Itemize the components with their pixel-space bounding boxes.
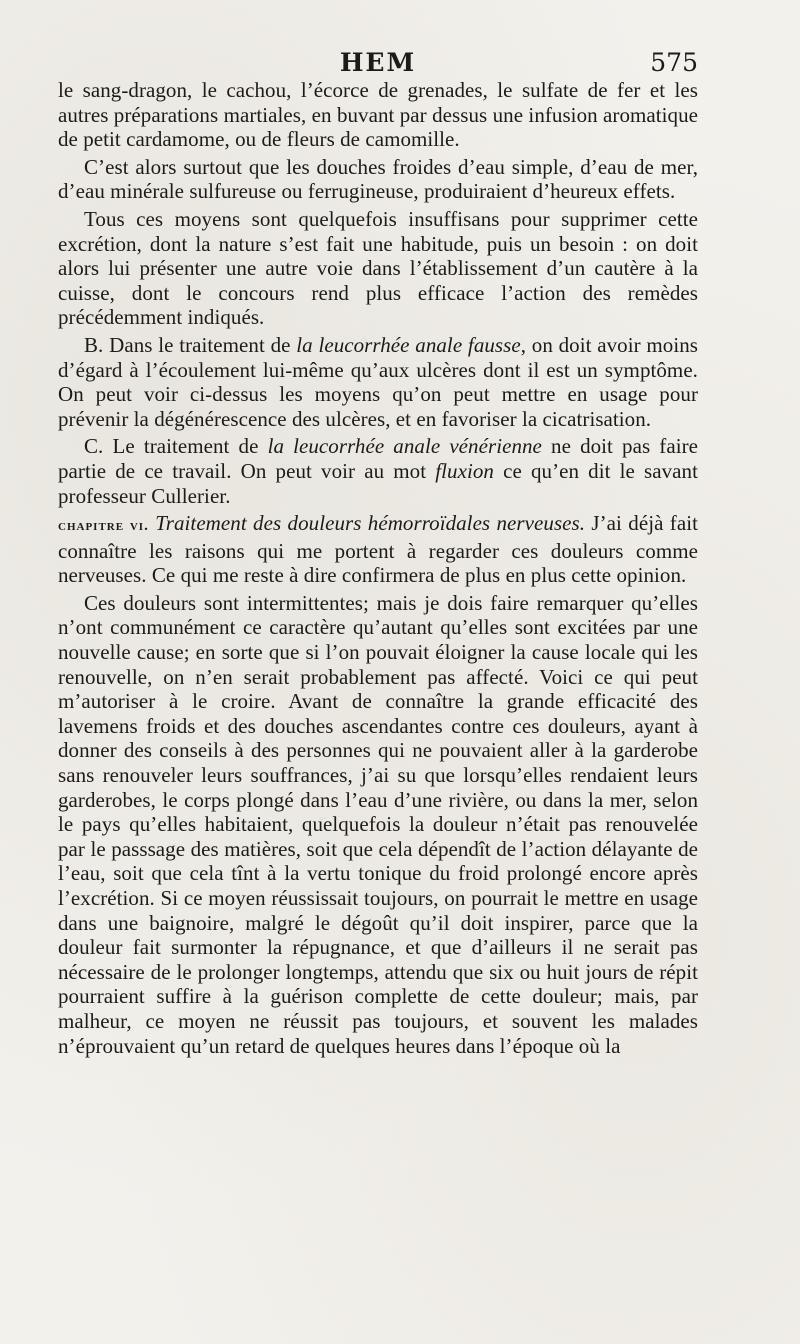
page-header	[58, 44, 698, 78]
paragraph-c	[58, 434, 698, 508]
paragraph-c-term-2: fluxion	[435, 458, 494, 483]
paragraph-b-rest: , on doit avoir moins d’égard à l’écoulement lui-même qu’aux ulcères dont il est un symptôme. On peut voir ci-dessus les moyens qu’on peut mettre en usage pour prévenir la dégénérescence des ulcères, et en favoriser la cicatrisation.	[58, 332, 698, 431]
page-number: 575	[650, 48, 698, 77]
chapter-title: Traitement des douleurs hémorroïdales nerveuses.	[155, 511, 586, 536]
paragraph-b-term: la leucorrhée anale fausse	[296, 332, 521, 357]
chapter-label: chapitre vi.	[58, 518, 149, 535]
paragraph-c-term: la leucorrhée anale vénérienne	[267, 434, 542, 459]
running-head: HEM	[339, 48, 417, 77]
paragraph-b	[58, 333, 698, 431]
book-page	[58, 44, 698, 1294]
paragraph-2: C’est alors surtout que les douches froides d’eau simple, d’eau de mer, d’eau minérale sulfureuse ou ferrugineuse, produiraient d’heureux effets.	[58, 154, 698, 204]
paragraph-c-rest: ce qu’en dit le savant professeur Cullerier.	[58, 458, 698, 508]
paragraph-c-lead: C. Le traitement de	[84, 434, 268, 459]
body-text	[58, 78, 698, 1058]
paragraph-3: Tous ces moyens sont quelquefois insuffisans pour supprimer cette excrétion, dont la nature s’est fait une habitude, puis un besoin : on doit alors lui présenter une autre voie dans l’établissement d’un cautère à la cuisse, dont le concours rend plus efficace l’action des remèdes précédemment indiqués.	[58, 206, 698, 330]
chapter-rest: J’ai déjà fait connaître les raisons qui me portent à regarder ces douleurs comme nerveuses. Ce qui me reste à dire confirmera de plus en plus cette opinion.	[58, 511, 698, 588]
chapter-paragraph	[58, 511, 698, 588]
paragraph-c-mid: ne doit pas faire partie de ce travail. On peut voir au mot	[58, 434, 698, 483]
paragraph-b-lead: B. Dans le traitement de	[84, 332, 297, 357]
paragraph-1: le sang-dragon, le cachou, l’écorce de grenades, le sulfate de fer et les autres préparations martiales, en buvant par dessus une infusion aromatique de petit cardamome, ou de fleurs de camomille.	[58, 78, 698, 152]
paragraph-7: Ces douleurs sont intermittentes; mais je dois faire remarquer qu’elles n’ont communément ce caractère qu’autant qu’elles sont excitées par une nouvelle cause; en sorte que si l’on pouvait éloigner la cause locale qui les renouvelle, on n’en serait probablement pas affecté. Voici ce qui peut m’autoriser à le croire. Avant de connaître la grande efficacité des lavemens froids et des douches ascendantes contre ces douleurs, ayant à donner des conseils à des personnes qui ne pouvaient aller à la garderobe sans renouveler leurs souffrances, j’ai su que lorsqu’elles rendaient leurs garderobes, le corps plongé dans l’eau d’une rivière, ou dans la mer, selon le pays qu’elles habitaient, quelquefois la douleur n’était pas renouvelée par le passsage des matières, soit que cela dépendît de l’action délayante de l’eau, soit que cela tînt à la vertu tonique du froid prolongé encore après l’excrétion. Si ce moyen réussissait toujours, on pourrait le mettre en usage dans une baignoire, malgré le dégoût qu’il doit inspirer, parce que la douleur fait surmonter la répugnance, et que d’ailleurs il ne serait pas nécessaire de le prolonger longtemps, attendu que six ou huit jours de répit pourraient suffire à la guérison complette de cette douleur; mais, par malheur, ce moyen ne réussit pas toujours, et souvent les malades n’éprouvaient qu’un retard de quelques heures dans l’époque où la	[58, 590, 698, 1058]
